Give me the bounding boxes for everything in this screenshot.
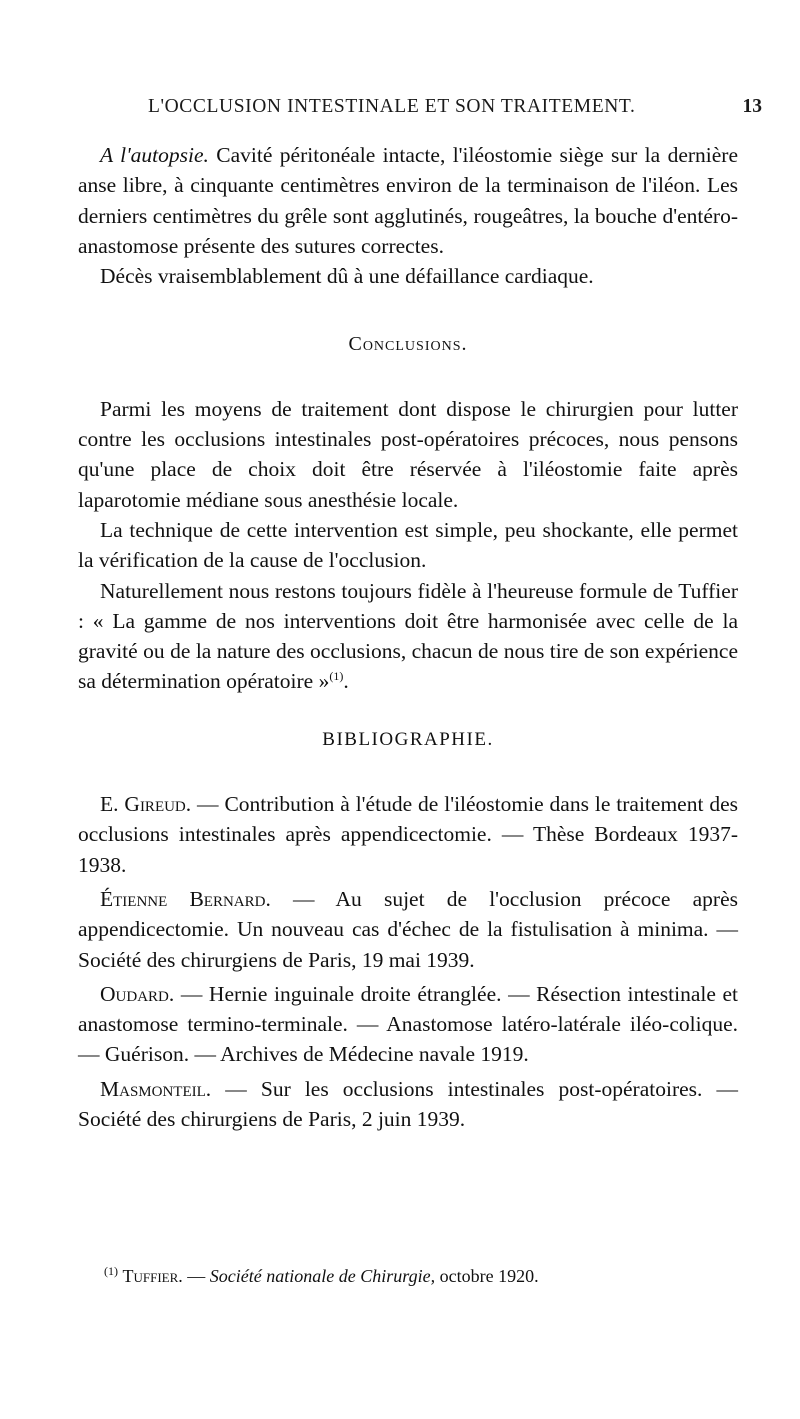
bibliography-text: — Au sujet de l'occlusion précoce après appendicectomie. Un nouveau cas d'échec de la fistulisation à minima. — Société des chirurgiens de Paris, 19 mai 1939.	[78, 886, 738, 972]
autopsy-text: Cavité péritonéale intacte, l'iléostomie siège sur la dernière anse libre, à cinquante centimètres environ de la terminaison de l'iléon. Les derniers centimètres du grêle sont agglutinés, rougeâtres, la bouche d'entéro-anastomose présente des sutures correctes.	[78, 143, 738, 258]
bibliography-author: Étienne Bernard.	[100, 886, 271, 911]
footnote-reference: (1)	[329, 669, 344, 684]
autopsy-lead: A l'autopsie.	[100, 143, 209, 167]
bibliography-text: — Sur les occlusions intestinales post-opératoires. — Société des chirurgiens de Paris, 2 juin 1939.	[78, 1076, 738, 1132]
footnote-date: octobre 1920.	[435, 1266, 539, 1286]
conclusions-paragraph-2: La technique de cette intervention est simple, peu shockante, elle permet la vérification de la cause de l'occlusion.	[78, 517, 738, 573]
bibliography-author: E. Gireud.	[100, 792, 192, 817]
bibliography-entry	[78, 979, 738, 1070]
footnote-source: Société nationale de Chirurgie,	[209, 1266, 436, 1286]
death-paragraph: Décès vraisemblablement dû à une défaillance cardiaque.	[100, 264, 594, 289]
bibliography-entry	[78, 884, 738, 975]
bibliography-text: — Contribution à l'étude de l'iléostomie dans le traitement des occlusions intestinales après appendicectomie. — Thèse Bordeaux 1937-1938.	[78, 792, 738, 877]
footnote-author: Tuffier.	[122, 1266, 183, 1286]
conclusions-paragraph-1: Parmi les moyens de traitement dont dispose le chirurgien pour lutter contre les occlusions intestinales post-opératoires précoces, nous pensons qu'une place de choix doit être réservée à l'iléostomie faite après laparotomie médiane sous anesthésie locale.	[78, 396, 738, 512]
autopsy-paragraph	[78, 140, 738, 261]
conclusions-heading: Conclusions.	[348, 333, 468, 356]
footnote-marker: (1)	[104, 1264, 118, 1278]
bibliography-text: — Hernie inguinale droite étranglée. — Résection intestinale et anastomose termino-terminale. — Anastomose latéro-latérale iléo-colique. — Guérison. — Archives de Médecine navale 1919.	[78, 981, 738, 1067]
footnote	[104, 1264, 744, 1288]
bibliography-heading: BIBLIOGRAPHIE.	[322, 728, 494, 750]
conclusions-paragraph-3	[78, 576, 738, 697]
footnote-dash: —	[182, 1266, 210, 1286]
conclusions-paragraph-3-end: .	[343, 669, 349, 694]
bibliography-entry	[78, 789, 738, 880]
body-text	[78, 140, 738, 1138]
bibliography-author: Masmonteil.	[100, 1076, 212, 1101]
running-header	[148, 96, 762, 118]
page-number: 13	[742, 96, 762, 117]
bibliography-entry	[78, 1074, 738, 1135]
bibliography-author: Oudard.	[100, 981, 175, 1006]
running-title: L'OCCLUSION INTESTINALE ET SON TRAITEMENT.	[148, 96, 636, 117]
conclusions-paragraph-3-text: Naturellement nous restons toujours fidèle à l'heureuse formule de Tuffier : « La gamme de nos interventions doit être harmonisée avec celle de la gravité ou de la nature des occlusions, chacun de nous tire de son expérience sa détermination opératoire »	[78, 578, 738, 694]
